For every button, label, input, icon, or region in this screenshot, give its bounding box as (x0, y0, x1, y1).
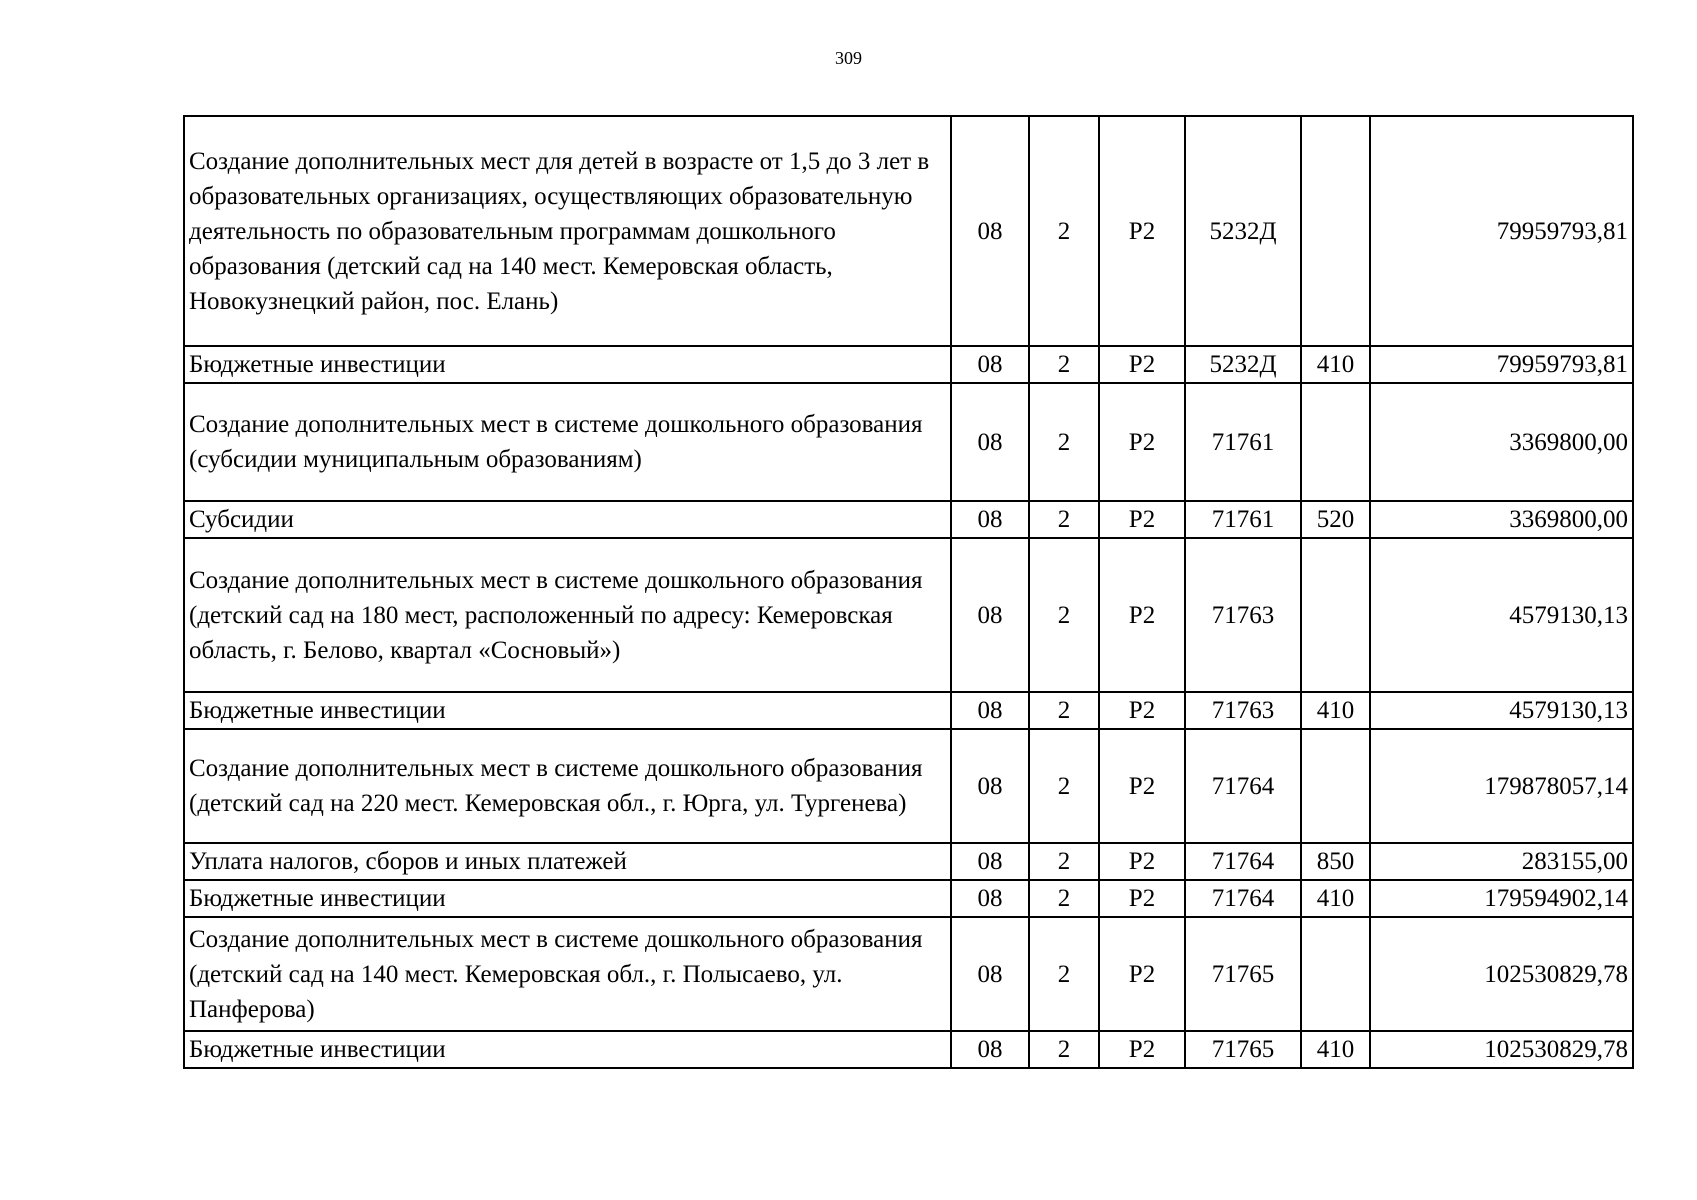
row-article: 71764 (1185, 880, 1301, 917)
table-row (184, 1031, 1633, 1068)
table-row (184, 346, 1633, 383)
row-amount: 179878057,14 (1370, 729, 1633, 843)
row-amount: 79959793,81 (1370, 346, 1633, 383)
row-subsection: 2 (1029, 1031, 1099, 1068)
row-amount: 102530829,78 (1370, 917, 1633, 1031)
row-program: P2 (1099, 729, 1185, 843)
row-expense-type (1301, 116, 1370, 346)
row-article: 5232Д (1185, 346, 1301, 383)
row-amount: 4579130,13 (1370, 538, 1633, 692)
row-program: P2 (1099, 1031, 1185, 1068)
row-section: 08 (951, 116, 1029, 346)
row-amount: 179594902,14 (1370, 880, 1633, 917)
row-name: Субсидии (184, 501, 951, 538)
row-expense-type: 410 (1301, 880, 1370, 917)
row-section: 08 (951, 538, 1029, 692)
row-subsection: 2 (1029, 729, 1099, 843)
row-name: Создание дополнительных мест в системе дошкольного образования (детский сад на 140 мест. Кемеровская обл., г. Полысаево, ул. Панферова) (184, 917, 951, 1031)
table-row (184, 501, 1633, 538)
row-name: Бюджетные инвестиции (184, 880, 951, 917)
row-subsection: 2 (1029, 538, 1099, 692)
row-program: P2 (1099, 383, 1185, 501)
row-article: 5232Д (1185, 116, 1301, 346)
row-program: P2 (1099, 116, 1185, 346)
row-program: P2 (1099, 843, 1185, 880)
row-section: 08 (951, 501, 1029, 538)
row-article: 71763 (1185, 538, 1301, 692)
row-section: 08 (951, 383, 1029, 501)
row-article: 71764 (1185, 729, 1301, 843)
row-expense-type (1301, 383, 1370, 501)
row-expense-type: 410 (1301, 1031, 1370, 1068)
table-row (184, 917, 1633, 1031)
row-article: 71764 (1185, 843, 1301, 880)
row-expense-type: 410 (1301, 692, 1370, 729)
table-row (184, 383, 1633, 501)
row-section: 08 (951, 692, 1029, 729)
row-article: 71763 (1185, 692, 1301, 729)
row-amount: 4579130,13 (1370, 692, 1633, 729)
row-section: 08 (951, 1031, 1029, 1068)
row-name: Бюджетные инвестиции (184, 1031, 951, 1068)
table-row (184, 116, 1633, 346)
row-subsection: 2 (1029, 501, 1099, 538)
table-row (184, 843, 1633, 880)
row-subsection: 2 (1029, 383, 1099, 501)
row-program: P2 (1099, 538, 1185, 692)
table-row (184, 692, 1633, 729)
row-subsection: 2 (1029, 880, 1099, 917)
row-expense-type: 410 (1301, 346, 1370, 383)
row-subsection: 2 (1029, 346, 1099, 383)
row-amount: 102530829,78 (1370, 1031, 1633, 1068)
row-program: P2 (1099, 501, 1185, 538)
row-name: Бюджетные инвестиции (184, 692, 951, 729)
row-name: Создание дополнительных мест в системе дошкольного образования (детский сад на 220 мест. Кемеровская обл., г. Юрга, ул. Тургенева) (184, 729, 951, 843)
row-subsection: 2 (1029, 843, 1099, 880)
row-section: 08 (951, 729, 1029, 843)
table-row (184, 538, 1633, 692)
row-article: 71761 (1185, 501, 1301, 538)
row-name: Бюджетные инвестиции (184, 346, 951, 383)
row-name: Уплата налогов, сборов и иных платежей (184, 843, 951, 880)
row-program: P2 (1099, 917, 1185, 1031)
table-row (184, 880, 1633, 917)
row-program: P2 (1099, 880, 1185, 917)
row-program: P2 (1099, 346, 1185, 383)
row-subsection: 2 (1029, 917, 1099, 1031)
row-name: Создание дополнительных мест в системе дошкольного образования (детский сад на 180 мест, расположенный по адресу: Кемеровская область, г. Белово, квартал «Сосновый») (184, 538, 951, 692)
row-section: 08 (951, 843, 1029, 880)
page-number: 309 (835, 48, 862, 68)
row-program: P2 (1099, 692, 1185, 729)
row-article: 71765 (1185, 1031, 1301, 1068)
row-name: Создание дополнительных мест в системе дошкольного образования (субсидии муниципальным образованиям) (184, 383, 951, 501)
budget-table (183, 115, 1634, 1069)
row-section: 08 (951, 917, 1029, 1031)
table-row (184, 729, 1633, 843)
row-name: Создание дополнительных мест для детей в возрасте от 1,5 до 3 лет в образовательных организациях, осуществляющих образовательную деятельность по образовательным программам дошкольного образования (детский сад на 140 мест. Кемеровская область, Новокузнецкий район, пос. Елань) (184, 116, 951, 346)
row-amount: 79959793,81 (1370, 116, 1633, 346)
row-expense-type: 850 (1301, 843, 1370, 880)
row-subsection: 2 (1029, 692, 1099, 729)
row-article: 71765 (1185, 917, 1301, 1031)
row-expense-type: 520 (1301, 501, 1370, 538)
row-subsection: 2 (1029, 116, 1099, 346)
row-amount: 3369800,00 (1370, 383, 1633, 501)
row-expense-type (1301, 917, 1370, 1031)
row-expense-type (1301, 538, 1370, 692)
row-expense-type (1301, 729, 1370, 843)
row-amount: 283155,00 (1370, 843, 1633, 880)
row-amount: 3369800,00 (1370, 501, 1633, 538)
row-section: 08 (951, 346, 1029, 383)
row-section: 08 (951, 880, 1029, 917)
row-article: 71761 (1185, 383, 1301, 501)
